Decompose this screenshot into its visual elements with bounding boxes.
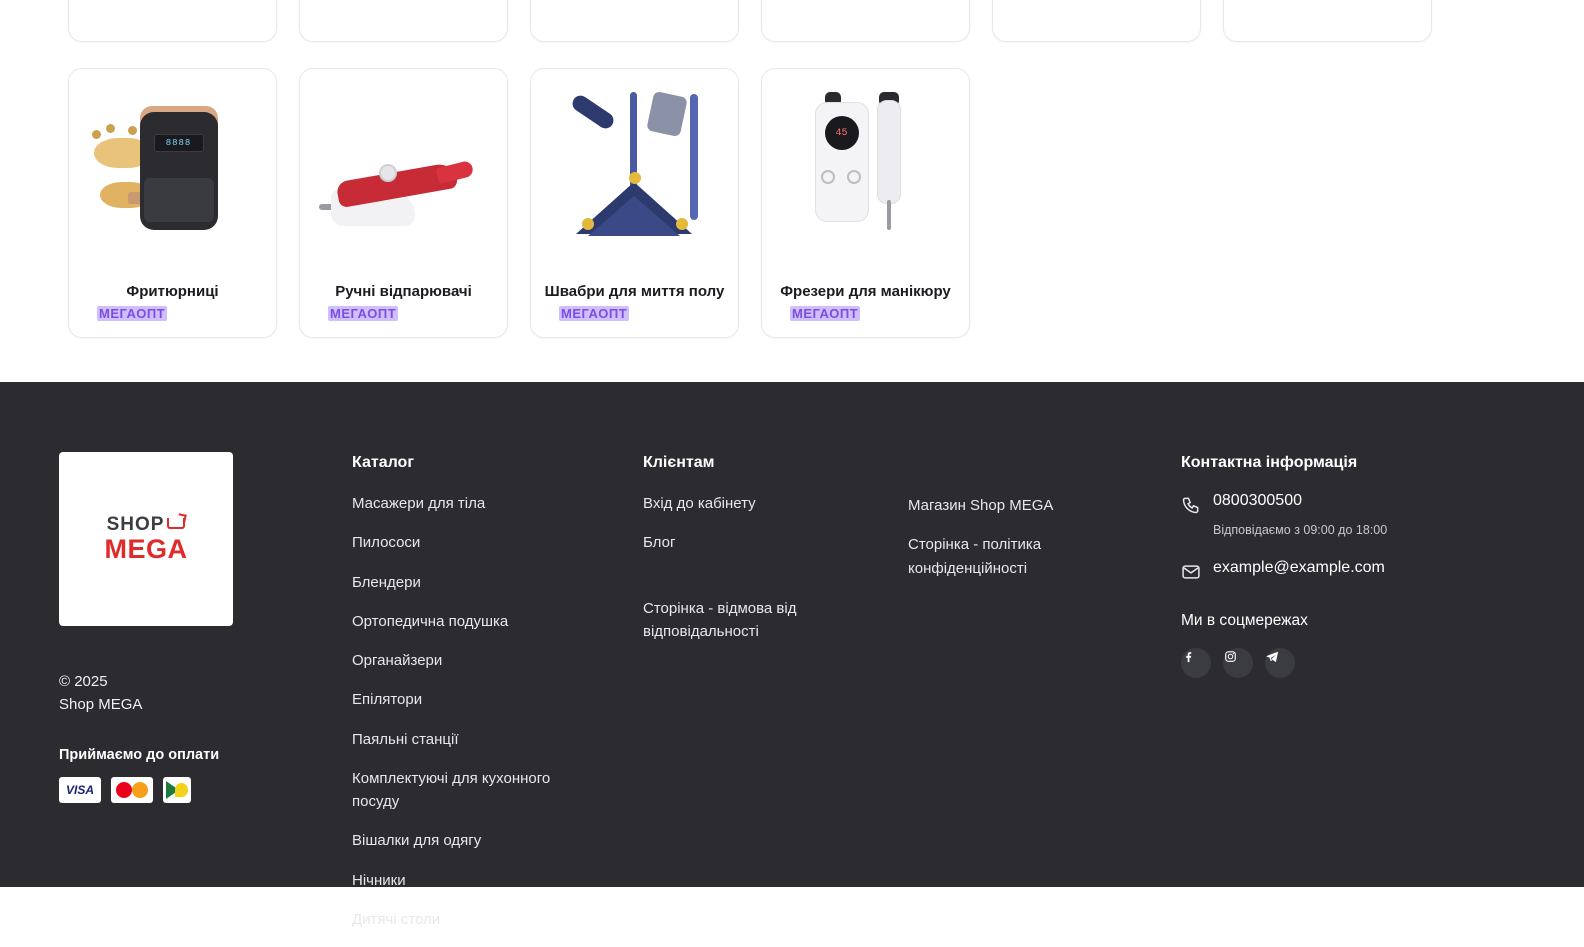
category-card-title: Ручні відпарювачі bbox=[335, 283, 472, 301]
watermark: МЕГАОПТ bbox=[561, 306, 628, 321]
footer-link-catalog-8[interactable]: Вішалки для одягу bbox=[352, 832, 482, 850]
watermark: МЕГАОПТ bbox=[330, 306, 397, 321]
footer-link-catalog-6[interactable]: Паяльні станції bbox=[352, 730, 459, 748]
contact-phone-note: Відповідаємо з 09:00 до 18:00 bbox=[1213, 523, 1388, 537]
prostir-icon bbox=[163, 777, 191, 803]
footer-catalog-column bbox=[352, 454, 592, 947]
footer-clients-column bbox=[643, 454, 858, 659]
product-thumb bbox=[69, 81, 276, 261]
footer-link-catalog-2[interactable]: Блендери bbox=[352, 573, 421, 591]
footer-catalog-title: Каталог bbox=[352, 454, 414, 471]
product-thumb bbox=[531, 81, 738, 261]
category-row-top bbox=[68, 0, 1432, 42]
contact-phone[interactable]: 0800300500 bbox=[1213, 492, 1302, 509]
phone-icon bbox=[1181, 495, 1201, 515]
category-card-title: Фрезери для манікюру bbox=[780, 283, 951, 301]
contact-email[interactable]: example@example.com bbox=[1213, 559, 1385, 576]
category-card-title: Фритюрниці bbox=[126, 283, 219, 301]
footer-link-catalog-3[interactable]: Ортопедична подушка bbox=[352, 612, 509, 630]
category-card-mop[interactable] bbox=[530, 68, 739, 338]
footer-link-catalog-1[interactable]: Пилососи bbox=[352, 534, 421, 552]
watermark: МЕГАОПТ bbox=[99, 306, 166, 321]
envelope-icon bbox=[1181, 562, 1201, 582]
footer-link-catalog-9[interactable]: Нічники bbox=[352, 871, 406, 889]
category-card-steamer[interactable] bbox=[299, 68, 508, 338]
footer-link-catalog-7[interactable]: Комплектуючі для кухонного посуду bbox=[352, 769, 551, 810]
footer-link-clients-2[interactable]: Сторінка - відмова від відповідальності bbox=[643, 599, 797, 640]
category-grid bbox=[0, 0, 1584, 382]
category-card-nail-drill[interactable] bbox=[761, 68, 970, 338]
footer-logo[interactable] bbox=[59, 452, 233, 626]
category-card[interactable] bbox=[992, 0, 1201, 42]
copyright bbox=[59, 670, 142, 717]
site-footer bbox=[0, 382, 1584, 928]
category-card[interactable] bbox=[1223, 0, 1432, 42]
contact-phone-row[interactable] bbox=[1181, 492, 1387, 515]
category-card[interactable] bbox=[68, 0, 277, 42]
footer-contact-column bbox=[1181, 454, 1387, 694]
payment-title: Приймаємо до оплати bbox=[59, 747, 220, 763]
footer-link-catalog-10[interactable]: Дитячі столи bbox=[352, 910, 441, 928]
airfryer-icon bbox=[88, 86, 258, 256]
instagram-icon[interactable] bbox=[1223, 648, 1253, 678]
garment-steamer-icon bbox=[319, 86, 489, 256]
visa-icon: VISA bbox=[59, 777, 101, 803]
category-card[interactable] bbox=[299, 0, 508, 42]
copyright-year: © 2025 bbox=[59, 673, 108, 690]
logo-mega-text: MEGA bbox=[104, 534, 188, 564]
mastercard-icon bbox=[111, 777, 153, 803]
shopping-cart-icon bbox=[167, 517, 185, 532]
facebook-icon[interactable] bbox=[1181, 648, 1211, 678]
footer-clients-column-2 bbox=[908, 494, 1123, 596]
category-row-bottom bbox=[68, 68, 970, 338]
nail-drill-icon bbox=[781, 86, 951, 256]
social-title: Ми в соцмережах bbox=[1181, 612, 1308, 629]
footer-link-catalog-0[interactable]: Масажери для тіла bbox=[352, 495, 486, 512]
payment-icons bbox=[59, 777, 191, 803]
telegram-icon[interactable] bbox=[1265, 648, 1295, 678]
footer-link-catalog-4[interactable]: Органайзери bbox=[352, 652, 443, 669]
footer-contact-title: Контактна інформація bbox=[1181, 454, 1358, 471]
footer-link-clients-1[interactable]: Блог bbox=[643, 534, 676, 552]
product-thumb bbox=[762, 81, 969, 261]
logo-shop-text: SHOP bbox=[106, 514, 165, 535]
footer-link-shop[interactable]: Магазин Shop MEGA bbox=[908, 497, 1054, 514]
footer-link-clients-0[interactable]: Вхід до кабінету bbox=[643, 495, 756, 512]
social-links bbox=[1181, 648, 1387, 694]
footer-link-catalog-5[interactable]: Епілятори bbox=[352, 691, 423, 709]
watermark: МЕГАОПТ bbox=[792, 306, 859, 321]
product-thumb bbox=[300, 81, 507, 261]
mop-icon bbox=[550, 86, 720, 256]
footer-clients-title: Клієнтам bbox=[643, 454, 715, 471]
category-card-airfryer[interactable] bbox=[68, 68, 277, 338]
footer-link-privacy[interactable]: Сторінка - політика конфіденційності bbox=[908, 536, 1042, 577]
copyright-brand: Shop MEGA bbox=[59, 696, 143, 714]
category-card-title: Швабри для миття полу bbox=[544, 283, 725, 301]
contact-email-row[interactable] bbox=[1181, 559, 1387, 582]
category-card[interactable] bbox=[530, 0, 739, 42]
category-card[interactable] bbox=[761, 0, 970, 42]
